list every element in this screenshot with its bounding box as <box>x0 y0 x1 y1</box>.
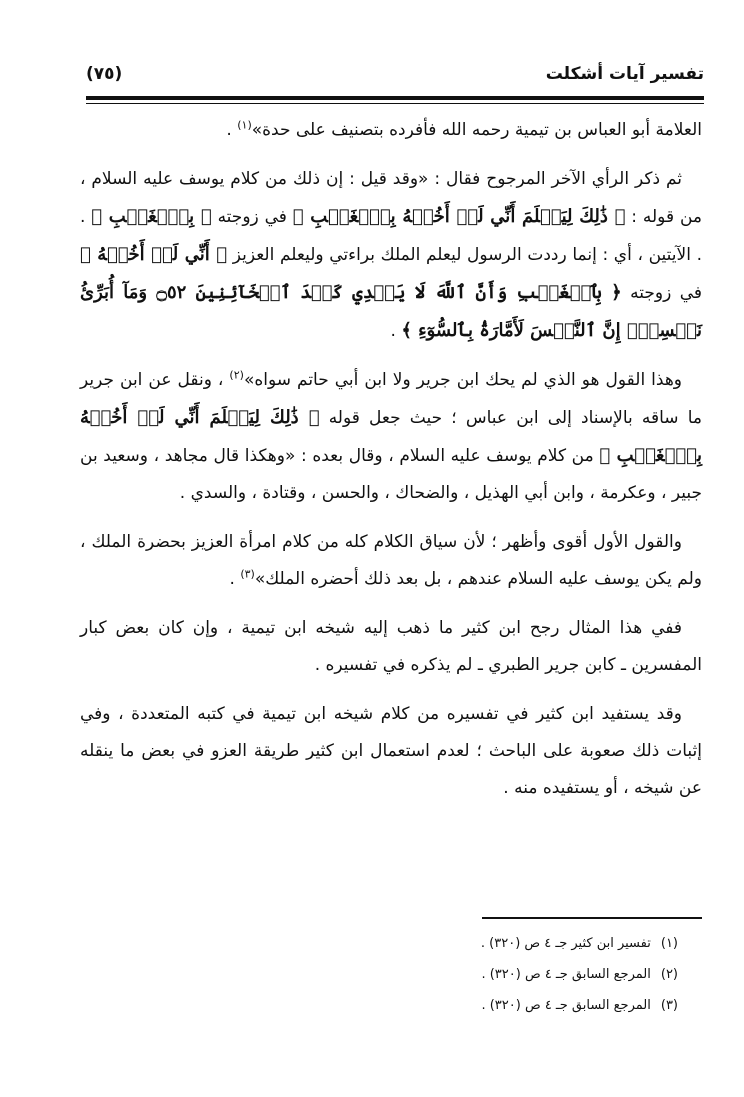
quran-verse: ﴿ أَنِّي لَمۡ أَخُنۡهُ ﴾ <box>80 244 228 265</box>
paragraph-text: وقد يستفيد ابن كثير في تفسيره من كلام شيخه ابن تيمية في كتبه المتعددة ، وفي إثبات ذلك صعوبة على الباحث ؛ لعدم استعمال ابن كثير طريقة العزو في بعض ما ينقله عن شيخه ، أو يستفيده منه . <box>80 704 702 798</box>
paragraph-text: ، ونقل عن ابن جرير ما ساقه بالإسناد إلى ابن عباس ؛ حيث جعل قوله <box>80 370 702 428</box>
footnote-1 <box>378 928 678 959</box>
quran-verse: ﴿ ذَٰلِكَ لِيَعۡلَمَ أَنِّي لَمۡ أَخُنۡهُ بِٱلۡغَيۡبِ ﴾ <box>292 206 626 227</box>
paragraph-gap <box>80 149 702 161</box>
footnote-separator <box>482 917 702 919</box>
quran-verse: ﴿ بِٱلۡغَيۡبِ ﴾ <box>91 206 212 227</box>
paragraph-4 <box>80 524 702 598</box>
paragraph-text: . <box>226 120 238 140</box>
footnote-text: تفسير ابن كثير جـ ٤ ص (٣٢٠) . <box>480 936 651 951</box>
paragraph-text: ففي هذا المثال رجح ابن كثير ما ذهب إليه شيخه ابن تيمية ، وإن كان بعض كبار المفسرين ـ كابن جرير الطبري ـ لم يذكره في تفسيره . <box>80 618 702 675</box>
paragraph-text: في زوجته <box>621 283 703 303</box>
paragraph-text: العلامة أبو العباس بن تيمية رحمه الله فأفرده بتصنيف على حدة» <box>251 120 702 140</box>
paragraph-gap <box>80 598 702 610</box>
paragraph-gap <box>80 512 702 524</box>
header-rule-thick <box>86 96 704 100</box>
quran-verse: ﴿ ذَٰلِكَ لِيَعۡلَمَ أَنِّي لَمۡ أَخُنۡهُ بِٱلۡغَيۡبِ ﴾ <box>80 407 702 466</box>
footnote-number: (٣) <box>660 998 678 1013</box>
footnote-3 <box>378 990 678 1021</box>
paragraph-text: . <box>390 321 402 341</box>
paragraph-text: في زوجته <box>211 207 293 227</box>
footnote-ref-3: (٣) <box>240 567 255 581</box>
quran-verse: ﴿ بِٱلۡغَيۡبِ وَأَنَّ ٱللَّهَ لَا يَهۡدِي كَيۡدَ ٱلۡخَآئِنِينَ ۝٥٢ وَمَآ أُبَرِّئُ نَفۡسِيٓۚ إِنَّ ٱلنَّفۡسَ لَأَمَّارَةُۢ بِٱلسُّوٓءِ ﴾ <box>80 282 702 341</box>
paragraph-text: ثم ذكر الرأي الآخر المرجوح فقال : «وقد قيل : إن ذلك من كلام يوسف عليه السلام ، من قوله : <box>80 169 702 227</box>
paragraph-gap <box>80 684 702 696</box>
footnote-2 <box>378 959 678 990</box>
paragraph-text: وهذا القول هو الذي لم يحك ابن جرير ولا ابن أبي حاتم سواه» <box>243 370 682 390</box>
paragraph-6 <box>80 696 702 807</box>
footnote-text: المرجع السابق جـ ٤ ص (٣٢٠) . <box>481 998 651 1013</box>
page-number: (٧٥) <box>86 64 123 84</box>
paragraph-text: . . الآيتين ، أي : إنما رددت الرسول ليعلم الملك براءتي وليعلم العزيز <box>80 207 702 265</box>
running-title: تفسير آيات أشكلت <box>545 64 704 84</box>
footnote-ref-1: (١) <box>237 118 252 132</box>
paragraph-gap <box>80 350 702 362</box>
paragraph-text: من كلام يوسف عليه السلام ، وقال بعده : «وهكذا قال مجاهد ، وسعيد بن جبير ، وعكرمة ، وابن أبي الهذيل ، والضحاك ، والحسن ، وقتادة ، والسدي . <box>80 446 702 503</box>
paragraph-5 <box>80 610 702 684</box>
paragraph-1 <box>80 112 702 149</box>
paragraph-text: والقول الأول أقوى وأظهر ؛ لأن سياق الكلام كله من كلام امرأة العزيز بحضرة الملك ، ولم يكن يوسف عليه السلام عندهم ، بل بعد ذلك أحضره الملك» <box>80 532 702 589</box>
paragraph-2 <box>80 161 702 350</box>
page-header <box>86 62 704 96</box>
footnote-text: المرجع السابق جـ ٤ ص (٣٢٠) . <box>481 967 651 982</box>
body-text <box>80 112 702 807</box>
header-rule-thin <box>86 103 704 104</box>
paragraph-text: . <box>229 569 241 589</box>
paragraph-3 <box>80 362 702 512</box>
footnotes <box>378 928 678 1021</box>
footnote-number: (٢) <box>660 967 678 982</box>
footnote-ref-2: (٢) <box>229 368 244 382</box>
footnote-number: (١) <box>660 936 678 951</box>
